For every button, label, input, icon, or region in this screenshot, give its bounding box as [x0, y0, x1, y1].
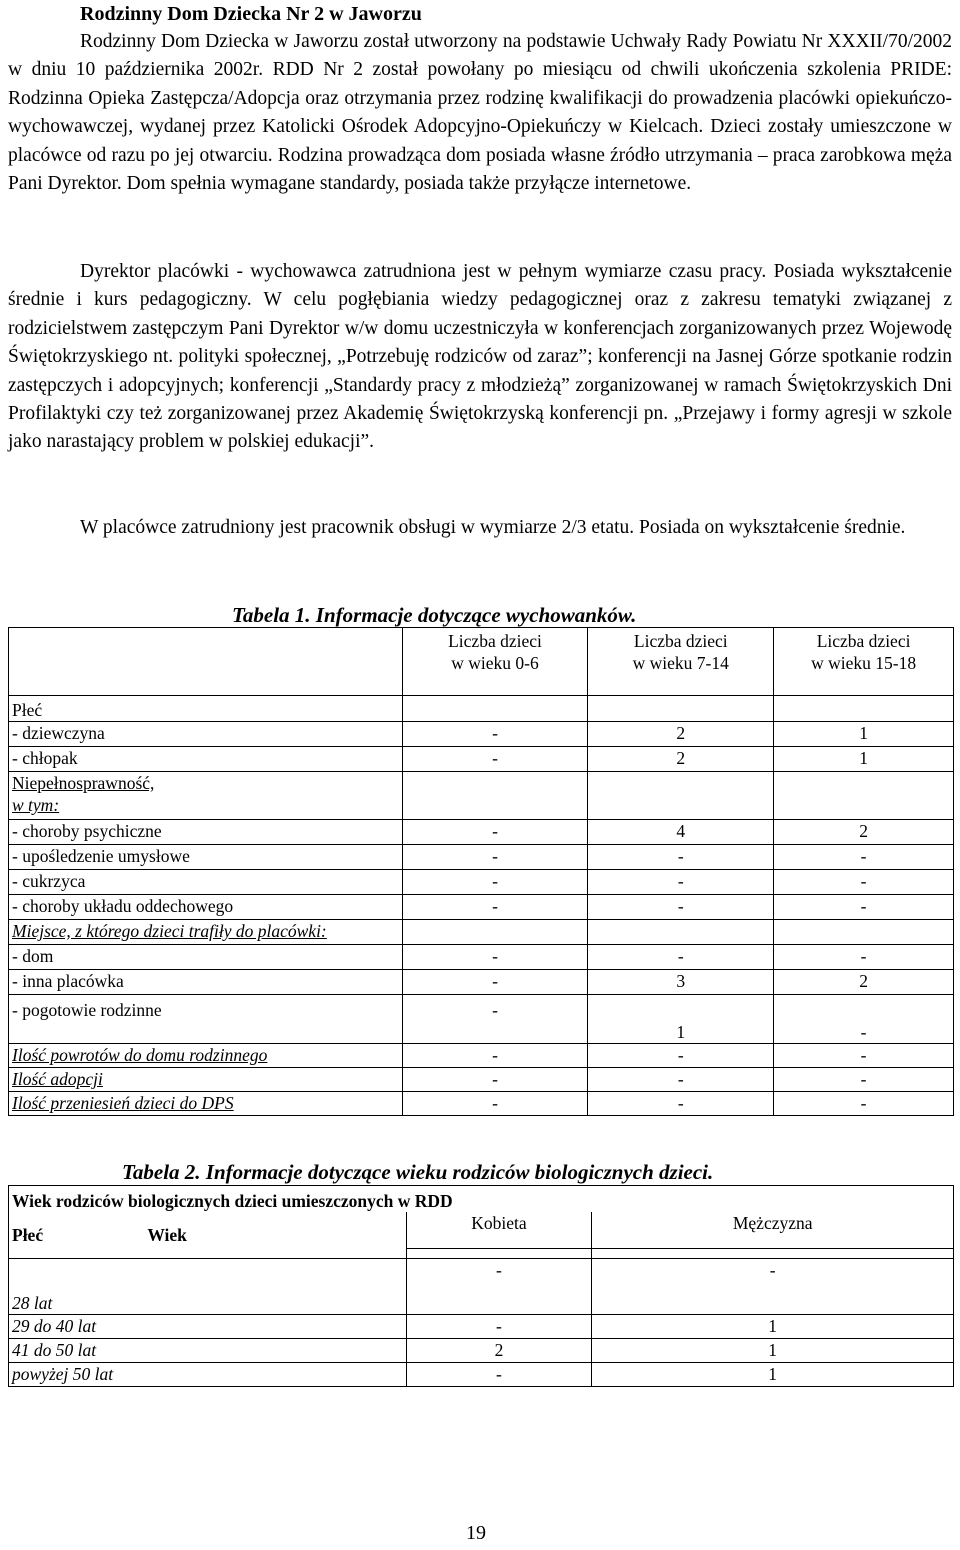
parents-age-table — [8, 1185, 954, 1387]
row-label: 28 lat — [9, 1258, 407, 1314]
col-wiek: Wiek — [144, 1212, 406, 1258]
section-label: Miejsce, z którego dzieci trafiły do placówki: — [9, 920, 403, 945]
cell-value: 2 — [588, 747, 774, 772]
cell-value: - — [402, 722, 588, 747]
table-row — [9, 1092, 954, 1116]
paragraph-1: Rodzinny Dom Dziecka w Jaworzu został utworzony na podstawie Uchwały Rady Powiatu Nr XXXII/70/2002 w dniu 10 października 2002r. RDD Nr 2 został powołany po miesiącu od chwili ukończenia szkolenia PRIDE: Rodzinna Opieka Zastępcza/Adopcja oraz otrzymania przez rodzinę kwalifikacji do prowadzenia placówki opiekuńczo-wychowawczej, wydanej przez Katolicki Ośrodek Adopcyjno-Opiekuńczy w Kielcach. Dzieci zostały umieszczone w placówce od razu po jej otwarciu. Rodzina prowadząca dom posiada własne źródło utrzymania – praca zarobkowa męża Pani Dyrektor. Dom spełnia wymagane standardy, posiada także przyłącze internetowe. — [8, 31, 952, 195]
cell-value: - — [588, 870, 774, 895]
cell-value: - — [588, 1044, 774, 1068]
cell-value: - — [402, 895, 588, 920]
table2-header: Wiek rodziców biologicznych dzieci umieszczonych w RDD — [9, 1186, 954, 1213]
row-label: Ilość przeniesień dzieci do DPS — [9, 1092, 403, 1116]
cell-value: - — [402, 870, 588, 895]
table-row — [9, 995, 954, 1044]
table-row — [9, 870, 954, 895]
col-plec: Płeć — [9, 1212, 145, 1258]
cell-value: 2 — [774, 970, 954, 995]
section-label: Płeć — [9, 696, 403, 722]
header-age-15-18: Liczba dzieci w wieku 15-18 — [774, 628, 954, 696]
cell-value: - — [774, 945, 954, 970]
table-row — [9, 1044, 954, 1068]
cell-value: - — [406, 1362, 592, 1386]
cell-value: - — [406, 1314, 592, 1338]
cell-value: 1 — [592, 1338, 954, 1362]
cell-value: - — [402, 1044, 588, 1068]
cell-value: 2 — [588, 722, 774, 747]
row-label: Ilość powrotów do domu rodzinnego — [9, 1044, 403, 1068]
paragraph-3: W placówce zatrudniony jest pracownik obsługi w wymiarze 2/3 etatu. Posiada on wykształcenie średnie. — [80, 517, 906, 538]
row-label: - cukrzyca — [9, 870, 403, 895]
table-row — [9, 1258, 954, 1314]
row-label: - inna placówka — [9, 970, 403, 995]
page-number: 19 — [466, 1522, 486, 1544]
table-row — [9, 1314, 954, 1338]
paragraph-2: Dyrektor placówki - wychowawca zatrudniona jest w pełnym wymiarze czasu pracy. Posiada wykształcenie średnie i kurs pedagogiczny. W celu pogłębiania wiedzy pedagogicznej oraz z zakresu tematyki związanej z rodzicielstwem zastępczym Pani Dyrektor w/w domu uczestniczyła w konferencjach zorganizowanych przez Wojewodę Świętokrzyskiego nt. polityki społecznej, „Potrzebuję rodziców od zaraz”; konferencji na Jasnej Górze spotkanie rodzin zastępczych i adopcyjnych; konferencji „Standardy pracy z młodzieżą” zorganizowanej w ramach Świętokrzyskich Dni Profilaktyki czy też zorganizowanej przez Akademię Świętokrzyską konferencji pn. „Przejawy i formy agresji w szkole jako narastający problem w polskiej edukacji”. — [8, 261, 952, 453]
row-label: - upośledzenie umysłowe — [9, 845, 403, 870]
table-row — [9, 1338, 954, 1362]
table-row — [9, 1212, 954, 1248]
cell-value: 1 — [592, 1362, 954, 1386]
header-age-7-14: Liczba dzieci w wieku 7-14 — [588, 628, 774, 696]
table-row — [9, 1068, 954, 1092]
cell-value: - — [402, 1068, 588, 1092]
cell-value: - — [774, 895, 954, 920]
row-label: - chłopak — [9, 747, 403, 772]
table-row — [9, 845, 954, 870]
cell-value: 3 — [588, 970, 774, 995]
empty-cell — [9, 628, 403, 696]
table2-caption: Tabela 2. Informacje dotyczące wieku rodziców biologicznych dzieci. — [122, 1160, 714, 1184]
cell-value: - — [588, 945, 774, 970]
cell-value: 1 — [774, 747, 954, 772]
table-row — [9, 920, 954, 945]
row-label: - choroby psychiczne — [9, 820, 403, 845]
cell-value: - — [402, 820, 588, 845]
table-row — [9, 945, 954, 970]
table-row — [9, 772, 954, 820]
row-label: - pogotowie rodzinne — [9, 995, 403, 1044]
cell-value: - — [406, 1258, 592, 1314]
table-row — [9, 820, 954, 845]
header-age-0-6: Liczba dzieci w wieku 0-6 — [402, 628, 588, 696]
table-header-row — [9, 628, 954, 696]
cell-value: 4 — [588, 820, 774, 845]
cell-value: - — [402, 845, 588, 870]
cell-value: 1 — [592, 1314, 954, 1338]
cell-value: - — [402, 995, 588, 1044]
cell-value: - — [588, 895, 774, 920]
children-info-table — [8, 627, 954, 1116]
cell-value: 1 — [588, 995, 774, 1044]
row-label: 29 do 40 lat — [9, 1314, 407, 1338]
row-label: 41 do 50 lat — [9, 1338, 407, 1362]
cell-value: - — [774, 1044, 954, 1068]
table-row — [9, 1362, 954, 1386]
col-kobieta: Kobieta — [406, 1212, 592, 1248]
table-row — [9, 722, 954, 747]
cell-value: - — [402, 1092, 588, 1116]
cell-value: - — [402, 970, 588, 995]
cell-value: 1 — [774, 722, 954, 747]
cell-value: - — [588, 1068, 774, 1092]
cell-value: - — [774, 870, 954, 895]
row-label: powyżej 50 lat — [9, 1362, 407, 1386]
table-row — [9, 696, 954, 722]
table-row — [9, 895, 954, 920]
section-label: Niepełnosprawność, w tym: — [9, 772, 403, 820]
cell-value: - — [588, 1092, 774, 1116]
cell-value: - — [402, 747, 588, 772]
section-title: Rodzinny Dom Dziecka Nr 2 w Jaworzu — [80, 3, 422, 25]
table1-caption: Tabela 1. Informacje dotyczące wychowanków. — [232, 603, 637, 627]
cell-value: - — [774, 1092, 954, 1116]
cell-value: - — [774, 1068, 954, 1092]
cell-value: - — [588, 845, 774, 870]
row-label: - dziewczyna — [9, 722, 403, 747]
cell-value: - — [402, 945, 588, 970]
table-row — [9, 747, 954, 772]
cell-value: - — [592, 1258, 954, 1314]
col-mezczyzna: Mężczyzna — [592, 1212, 954, 1248]
table-row — [9, 970, 954, 995]
row-label: Ilość adopcji — [9, 1068, 403, 1092]
row-label: - dom — [9, 945, 403, 970]
cell-value: - — [774, 845, 954, 870]
table-row — [9, 1186, 954, 1213]
cell-value: 2 — [406, 1338, 592, 1362]
cell-value: 2 — [774, 820, 954, 845]
cell-value: - — [774, 995, 954, 1044]
row-label: - choroby układu oddechowego — [9, 895, 403, 920]
